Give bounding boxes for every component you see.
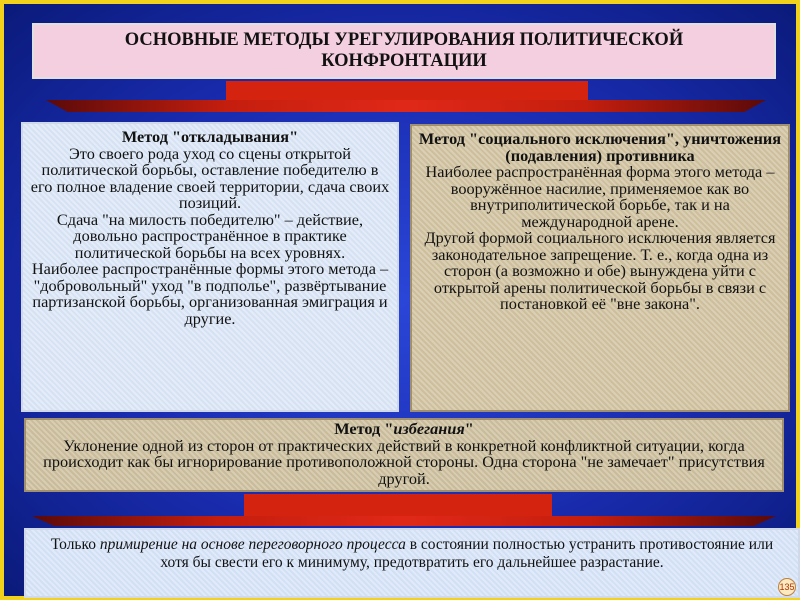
title-line-2: КОНФРОНТАЦИИ [321,51,487,71]
page-number-badge: 135 [778,578,796,596]
method-avoidance-text: Уклонение одной из сторон от практических действий в конкретной конфликтной ситуации, когда происходит как бы игнорирование противоположной стороны. Одна сторона "не замечает" присутствия другой. [43,435,765,488]
method-social-exclusion-text-1: Наиболее распространённая форма этого метода – вооружённое насилие, применяемое как во внутриполитической борьбе, так и на международной арене. [425,162,775,231]
method-postponement-heading: Метод "откладывания" [121,127,299,146]
conclusion-text-italic: примирение на основе переговорного процесса [99,536,406,553]
method-avoidance-heading-prefix: Метод " [334,419,394,438]
method-postponement-panel [21,122,399,412]
method-avoidance-panel [24,418,784,492]
method-social-exclusion-panel [410,124,790,412]
slide-title [32,23,776,79]
method-avoidance-heading-italic: избегания [393,419,465,438]
method-social-exclusion-heading: Метод "социального исключения", уничтожения (подавления) противника [418,129,782,165]
method-postponement-text-1: Это своего рода уход со сцены открытой политической борьбы, оставление победителю в его полное владение своей территории, сдача своих позиций. [30,143,390,212]
conclusion-text-after: в состоянии полностью устранить противостояние или хотя бы свести его к минимуму, предотвратить его дальнейшее разрастание. [160,536,774,571]
method-postponement-text-3: Наиболее распространённые формы этого метода – "добровольный" уход "в подполье", развёртывание партизанской борьбы, организованная эмиграция и другие. [31,259,389,328]
conclusion-text-before: Только [50,536,100,553]
method-postponement-text-2: Сдача "на милость победителю" – действие, довольно распространённое в практике политической борьбы на всех уровнях. [56,209,364,262]
method-social-exclusion-text-2: Другой формой социального исключения является законодательное запрещение. Т. е., когда одна из сторон (а возможно и обе) вынуждена уйти с открытой арены политической борьбы в связи с постановкой её "вне закона". [424,228,776,313]
bottom-connector-band [32,516,776,526]
title-line-1: ОСНОВНЫЕ МЕТОДЫ УРЕГУЛИРОВАНИЯ ПОЛИТИЧЕСКОЙ [124,30,684,50]
title-connector-band [46,100,766,112]
title-connector-block [226,81,588,103]
method-avoidance-heading-suffix: " [464,419,474,438]
conclusion-panel [24,528,800,598]
